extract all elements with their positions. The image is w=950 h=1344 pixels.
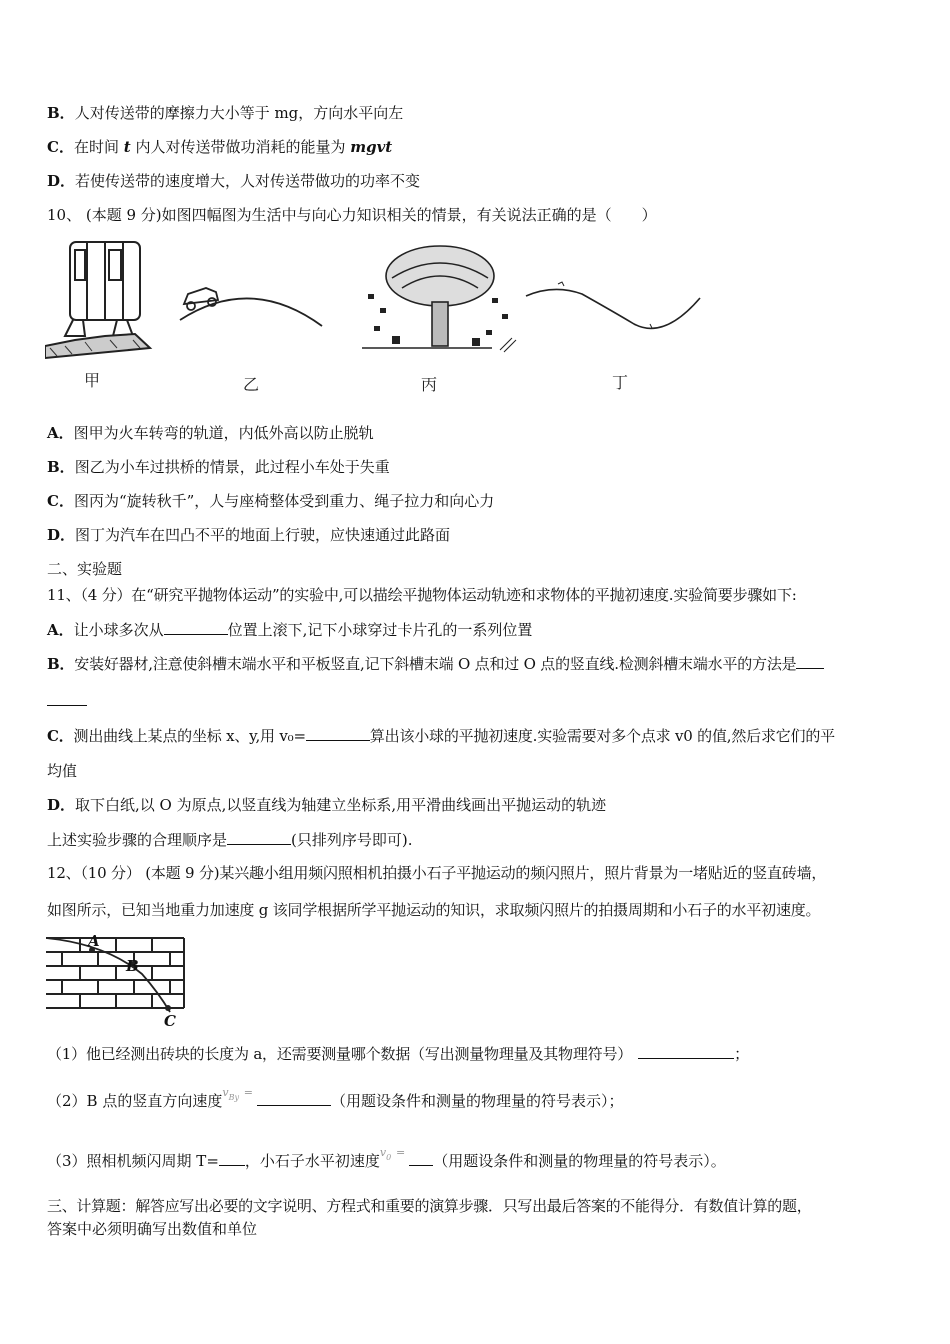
figure-ding (524, 280, 704, 340)
step-text: 取下白纸,以 O 为原点,以竖直线为轴建立坐标系,用平滑曲线画出平抛运动的轨迹 (75, 796, 607, 814)
answer-blank[interactable] (219, 1150, 245, 1166)
q11-step-b-continuation (47, 690, 87, 711)
q12-stem-line2: 如图所示，已知当地重力加速度 g 该同学根据所学平抛运动的知识，求取频闪照片的拍摄周期和小石子的水平初速度。 (47, 901, 821, 919)
option-letter: A． (47, 621, 74, 639)
q11-stem: 11、（4 分）在“研究平抛物体运动”的实验中,可以描绘平抛物体运动轨迹和求物体的平抛初速度.实验简要步骤如下: (47, 586, 797, 604)
caption-bing: 丙 (421, 375, 438, 394)
q12-stem-line1: 12、（10 分） (本题 9 分)某兴趣小组用频闪照相机拍摄小石子平抛运动的频闪照片，照片背景为一堵贴近的竖直砖墙， (47, 864, 827, 882)
option-text: 图乙为小车过拱桥的情景，此过程小车处于失重 (74, 458, 390, 476)
section-heading-calculation-line2: 答案中必须明确写出数值和单位 (47, 1220, 258, 1238)
symbol-t: t (123, 138, 131, 156)
option-text: 图甲为火车转弯的轨道，内低外高以防止脱轨 (73, 424, 374, 442)
option-letter: B． (47, 104, 75, 122)
q10-option-b (47, 457, 390, 477)
option-text-mid: 内人对传送带做功消耗的能量为 (130, 138, 351, 156)
symbol-v: v (379, 1146, 387, 1159)
sub-text-pre: （1）他已经测出砖块的长度为 a，还需要测量哪个数据（写出测量物理量及其物理符号） (47, 1045, 633, 1063)
symbol-equals: = (396, 1146, 406, 1159)
step-text-pre: 测出曲线上某点的坐标 x、y,用 v₀= (73, 727, 306, 745)
point-a-label: A (88, 934, 100, 950)
q9-option-b (47, 103, 403, 123)
sub-text-post: ； (734, 1045, 749, 1063)
q12-sub3 (47, 1146, 726, 1178)
order-text-post: (只排列序号即可). (291, 831, 413, 849)
q11-step-b (47, 653, 824, 674)
q12-sub1 (47, 1043, 749, 1064)
q9-option-d (47, 171, 420, 191)
answer-blank[interactable] (164, 619, 228, 635)
step-text-post: 算出该小球的平抛初速度.实验需要对多个点求 v0 的值,然后求它们的平 (369, 727, 835, 745)
q11-order (47, 829, 413, 850)
option-letter: D． (47, 526, 76, 544)
symbol-equals: = (243, 1086, 253, 1099)
q12-sub2 (47, 1086, 624, 1118)
point-b-label: B (126, 957, 139, 975)
option-text-pre: 在时间 (73, 138, 124, 156)
option-letter: C． (47, 138, 74, 156)
q11-step-c-continuation: 均值 (47, 762, 78, 780)
q10-option-a (47, 423, 374, 443)
step-text: 安装好器材,注意使斜槽末端水平和平板竖直,记下斜槽末端 O 点和过 O 点的竖直线.检测斜槽末端水平的方法是 (74, 655, 797, 673)
answer-blank[interactable] (306, 725, 370, 741)
sub-text-pre: （2）B 点的竖直方向速度 (47, 1092, 223, 1110)
point-c-label: C (164, 1012, 176, 1028)
q10-option-c (47, 491, 494, 511)
q9-option-c (47, 137, 392, 157)
q11-step-c (47, 725, 835, 746)
option-letter: B． (47, 458, 75, 476)
sub-text-post: （用题设条件和测量的物理量的符号表示）； (330, 1092, 624, 1110)
symbol-v-subscript: By (228, 1093, 239, 1102)
sub-text-post: （用题设条件和测量的物理量的符号表示）。 (433, 1152, 726, 1170)
option-text: 若使传送带的速度增大，人对传送带做功的功率不变 (75, 172, 421, 190)
answer-blank[interactable] (257, 1090, 331, 1106)
option-text: 人对传送带的摩擦力大小等于 mg，方向水平向左 (74, 104, 404, 122)
figure-jia (45, 236, 155, 366)
option-letter: C． (47, 492, 74, 510)
q11-step-d (47, 795, 606, 815)
q10-option-d (47, 525, 450, 545)
option-text: 图丁为汽车在凹凸不平的地面上行驶，应快速通过此路面 (75, 526, 451, 544)
option-letter: D． (47, 796, 76, 814)
step-text-pre: 让小球多次从 (73, 621, 164, 639)
section-heading-calculation-line1: 三、计算题：解答应写出必要的文字说明、方程式和重要的演算步骤．只写出最后答案的不能得分．有数值计算的题， (47, 1197, 812, 1215)
q10-stem: 10、 (本题 9 分)如图四幅图为生活中与向心力知识相关的情景，有关说法正确的是（ ） (47, 206, 657, 224)
symbol-v-subscript: 0 (386, 1153, 392, 1162)
option-letter: C． (47, 727, 74, 745)
caption-yi: 乙 (243, 375, 260, 394)
symbol-v: v (222, 1086, 229, 1099)
section-heading-experiment: 二、实验题 (47, 560, 123, 578)
answer-blank[interactable] (47, 690, 87, 706)
answer-blank[interactable] (638, 1043, 734, 1059)
figure-brick-wall (46, 934, 188, 1028)
answer-blank[interactable] (409, 1150, 433, 1166)
option-letter: B． (47, 655, 75, 673)
option-letter: D． (47, 172, 76, 190)
figure-yi (176, 276, 326, 336)
answer-blank[interactable] (227, 829, 291, 845)
figure-bing (362, 238, 522, 358)
point-c-dot (165, 1005, 171, 1011)
sub-text-mid: ，小石子水平初速度 (244, 1152, 380, 1170)
caption-ding: 丁 (612, 373, 629, 392)
symbol-mgvt: mgvt (350, 138, 393, 156)
caption-jia: 甲 (84, 371, 101, 390)
order-text-pre: 上述实验步骤的合理顺序是 (47, 831, 228, 849)
q11-step-a (47, 619, 532, 640)
sub-text-pre: （3）照相机频闪周期 T= (47, 1152, 219, 1170)
option-letter: A． (47, 424, 74, 442)
answer-blank[interactable] (796, 653, 824, 669)
step-text-post: 位置上滚下,记下小球穿过卡片孔的一系列位置 (227, 621, 533, 639)
option-text: 图丙为“旋转秋千”，人与座椅整体受到重力、绳子拉力和向心力 (73, 492, 495, 510)
